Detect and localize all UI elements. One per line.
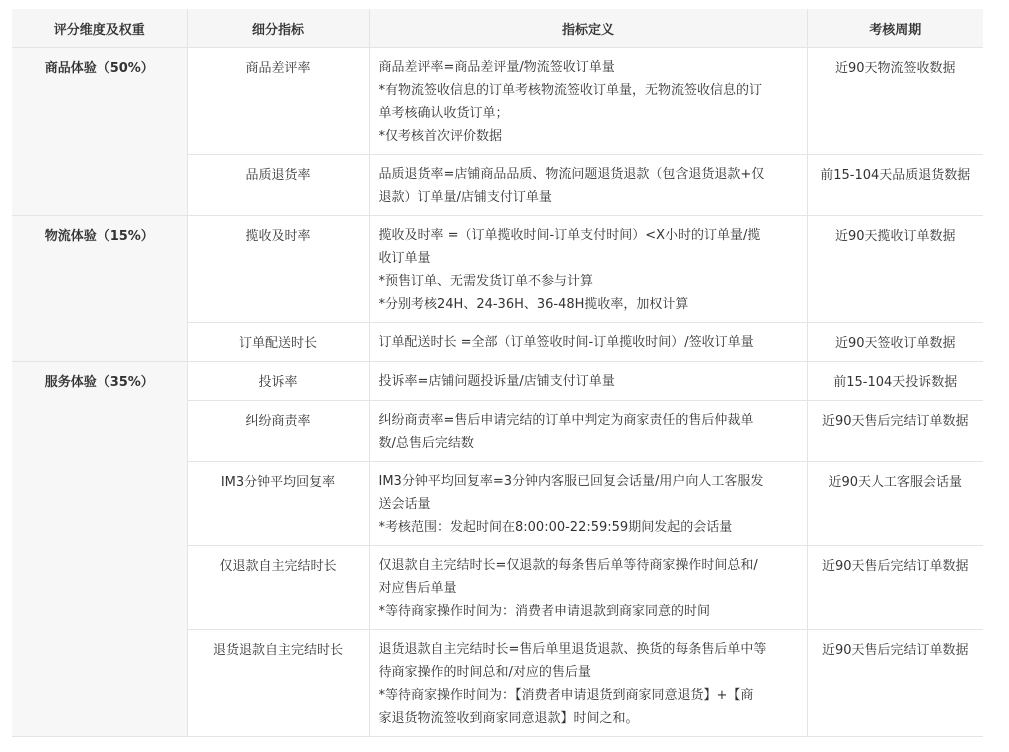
metric-cell: 商品差评率 — [187, 48, 369, 155]
definition-line: 退货退款自主完结时长=售后单里退货退款、换货的每条售后单中等 — [378, 642, 767, 657]
definition-cell — [369, 216, 807, 323]
metric-cell: 投诉率 — [187, 362, 369, 401]
definition-line: *仅考核首次评价数据 — [378, 129, 503, 144]
period-cell: 近90天售后完结订单数据 — [807, 401, 983, 462]
definition-line: 商品差评率=商品差评量/物流签收订单量 — [378, 60, 615, 75]
definition-line: 品质退货率=店铺商品品质、物流问题退货退款（包含退货退款+仅 — [378, 167, 765, 182]
definition-line: 待商家操作的时间总和/对应的售后量 — [378, 665, 591, 680]
metric-cell: IM3分钟平均回复率 — [187, 462, 369, 546]
header-period: 考核周期 — [807, 9, 983, 48]
metric-cell: 订单配送时长 — [187, 323, 369, 362]
definition-cell — [369, 48, 807, 155]
metric-cell: 仅退款自主完结时长 — [187, 546, 369, 630]
definition-line: 收订单量 — [378, 251, 431, 266]
definition-cell — [369, 630, 807, 737]
table-row — [12, 362, 983, 401]
dimension-cell: 商品体验（50%） — [12, 48, 187, 216]
dimension-cell: 物流体验（15%） — [12, 216, 187, 362]
period-cell: 前15-104天投诉数据 — [807, 362, 983, 401]
definition-line: *预售订单、无需发货订单不参与计算 — [378, 274, 594, 289]
definition-cell — [369, 546, 807, 630]
definition-line: *有物流签收信息的订单考核物流签收订单量，无物流签收信息的订 — [378, 83, 763, 98]
metric-cell: 退货退款自主完结时长 — [187, 630, 369, 737]
period-cell: 近90天人工客服会话量 — [807, 462, 983, 546]
definition-line: 单考核确认收货订单； — [378, 106, 509, 121]
metric-cell: 纠纷商责率 — [187, 401, 369, 462]
definition-line: *考核范围：发起时间在8:00:00-22:59:59期间发起的会话量 — [378, 520, 733, 535]
definition-line: 家退货物流签收到商家同意退款】时间之和。 — [378, 711, 639, 726]
header-metric: 细分指标 — [187, 9, 369, 48]
definition-line: 对应售后单量 — [378, 581, 457, 596]
period-cell: 前15-104天品质退货数据 — [807, 155, 983, 216]
dimension-cell: 服务体验（35%） — [12, 362, 187, 737]
period-cell: 近90天售后完结订单数据 — [807, 546, 983, 630]
definition-line: *分别考核24H、24-36H、36-48H揽收率，加权计算 — [378, 297, 689, 312]
definition-cell — [369, 462, 807, 546]
definition-cell — [369, 362, 807, 401]
table-row — [12, 216, 983, 323]
table-body — [12, 48, 983, 737]
table-row — [12, 48, 983, 155]
header-dimension: 评分维度及权重 — [12, 9, 187, 48]
period-cell: 近90天揽收订单数据 — [807, 216, 983, 323]
definition-line: 数/总售后完结数 — [378, 436, 474, 451]
definition-cell — [369, 401, 807, 462]
period-cell: 近90天售后完结订单数据 — [807, 630, 983, 737]
definition-line: 投诉率=店铺问题投诉量/店铺支付订单量 — [378, 374, 615, 389]
definition-cell — [369, 323, 807, 362]
definition-line: 揽收及时率 =（订单揽收时间-订单支付时间）<X小时的订单量/揽 — [378, 228, 761, 243]
definition-line: 送会话量 — [378, 497, 431, 512]
definition-cell — [369, 155, 807, 216]
definition-line: IM3分钟平均回复率=3分钟内客服已回复会话量/用户向人工客服发 — [378, 474, 764, 489]
header-row — [12, 9, 983, 48]
definition-line: *等待商家操作时间为：【消费者申请退货到商家同意退货】+【商 — [378, 688, 754, 703]
definition-line: *等待商家操作时间为：消费者申请退款到商家同意的时间 — [378, 604, 711, 619]
definition-line: 退款）订单量/店铺支付订单量 — [378, 190, 552, 205]
period-cell: 近90天物流签收数据 — [807, 48, 983, 155]
metrics-table — [12, 9, 983, 737]
definition-line: 纠纷商责率=售后申请完结的订单中判定为商家责任的售后仲裁单 — [378, 413, 754, 428]
metric-cell: 揽收及时率 — [187, 216, 369, 323]
definition-line: 仅退款自主完结时长=仅退款的每条售后单等待商家操作时间总和/ — [378, 558, 758, 573]
header-definition: 指标定义 — [369, 9, 807, 48]
metric-cell: 品质退货率 — [187, 155, 369, 216]
definition-line: 订单配送时长 =全部（订单签收时间-订单揽收时间）/签收订单量 — [378, 335, 754, 350]
period-cell: 近90天签收订单数据 — [807, 323, 983, 362]
